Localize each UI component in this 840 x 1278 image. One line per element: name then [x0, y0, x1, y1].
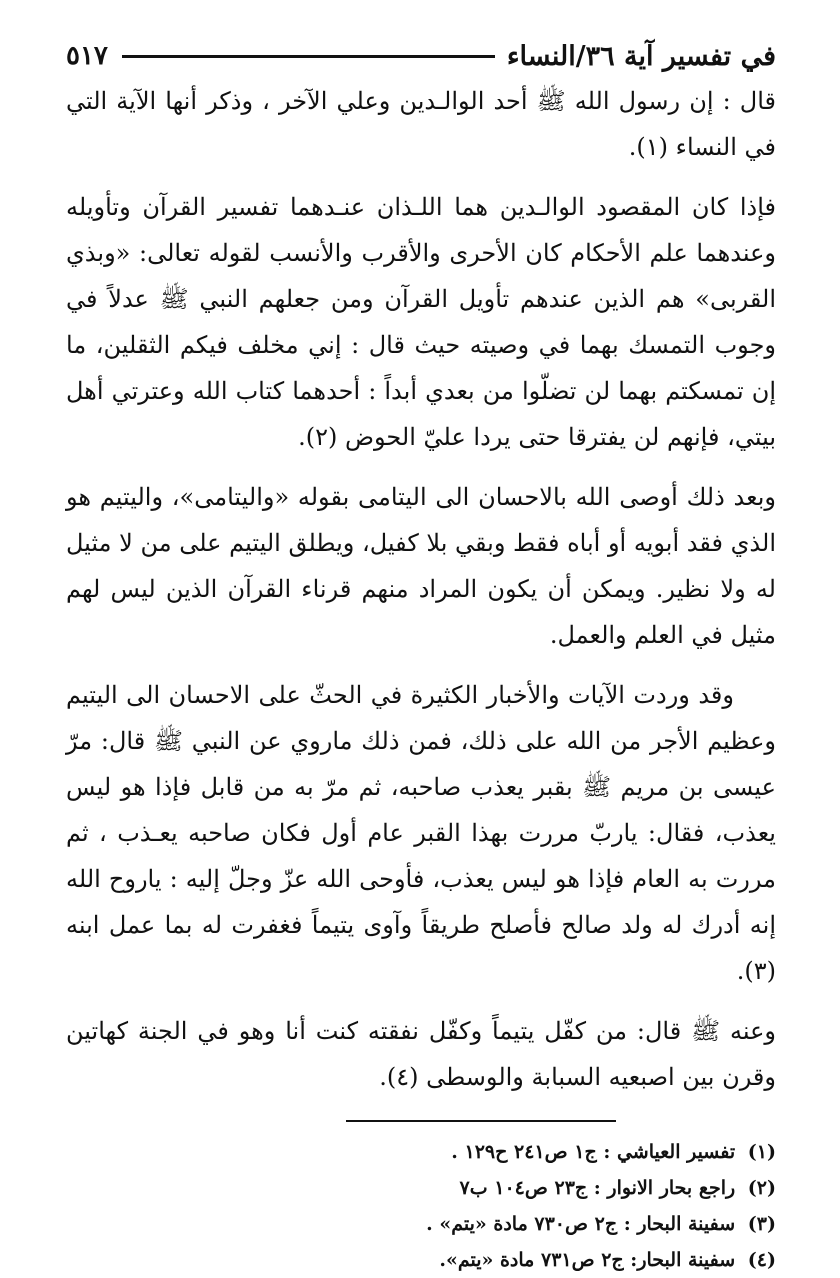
footnote-text: سفينة البحار : ج٢ ص٧٣٠ مادة «يتم» .	[426, 1213, 736, 1235]
page-header	[66, 34, 776, 78]
footnotes-list	[66, 1134, 776, 1278]
paragraph: وقد وردت الآيات والأخبار الكثيرة في الحثّ على الاحسان الى اليتيم وعظيم الأجر من الله على ذلك، فمن ذلك ماروي عن النبي ﷺ قال: مرّ عيسى بن مريم ﷺ بقبر يعذب صاحبه، ثم مرّ به من قابل فإذا هو ليس يعذب، فقال: ياربّ مررت بهذا القبر عام أول فكان صاحبه يعـذب ، ثم مررت به العام فإذا هو ليس يعذب، فأوحى الله عزّ وجلّ إليه : ياروح الله إنه أدرك له ولد صالح فأصلح طريقاً وآوى يتيماً فغفرت له بما عمل ابنه (٣).	[66, 681, 777, 985]
footnote-number: (١)	[747, 1141, 776, 1163]
book-page	[0, 34, 840, 1271]
footnote-number: (٣)	[747, 1213, 776, 1235]
footnote-text: راجع بحار الانوار : ج٢٣ ص١٠٤ ب٧	[459, 1177, 736, 1199]
paragraph: قال : إن رسول الله ﷺ أحد الوالـدين وعلي الآخر ، وذكر أنها الآية التي في النساء (١).	[66, 87, 776, 161]
paragraph: وبعد ذلك أوصى الله بالاحسان الى اليتامى بقوله «واليتامى»، واليتيم هو الذي فقد أبويه أو أباه فقط وبقي بلا كفيل، ويطلق اليتيم على من لا مثيل له ولا نظير. ويمكن أن يكون المراد منهم قرناء القرآن الذين ليس لهم مثيل في العلم والعمل.	[66, 483, 776, 649]
paragraph: وعنه ﷺ قال: من كفّل يتيماً وكفّل نفقته كنت أنا وهو في الجنة كهاتين وقرن بين اصبعيه السبابة والوسطى (٤).	[66, 1017, 776, 1091]
running-title: في تفسير آية ٣٦/النساء	[506, 40, 776, 72]
footnote-item	[236, 1134, 776, 1170]
footnote-item	[236, 1206, 776, 1242]
footnote-item	[236, 1170, 776, 1206]
footnote-text: سفينة البحار: ج٢ ص٧٣١ مادة «يتم».	[439, 1249, 736, 1271]
footnote-number: (٤)	[747, 1249, 776, 1271]
footnote-item	[236, 1242, 776, 1278]
footnote-text: تفسير العياشي : ج١ ص٢٤١ ح١٢٩ .	[451, 1141, 736, 1163]
header-rule	[122, 55, 495, 58]
page-body	[66, 78, 776, 1100]
footnote-separator	[346, 1120, 616, 1122]
paragraph: فإذا كان المقصود الوالـدين هما اللـذان عنـدهما تفسير القرآن وتأويله وعندهما علم الأحكام كان الأحرى والأقرب والأنسب لقوله تعالى: «وبذي القربى» هم الذين عندهم تأويل القرآن ومن جعلهم النبي ﷺ عدلاً في وجوب التمسك بهما في وصيته حيث قال : إني مخلف فيكم الثقلين، ما إن تمسكتم بهما لن تضلّوا من بعدي أبداً : أحدهما كتاب الله وعترتي أهل بيتي، فإنهم لن يفترقا حتى يردا عليّ الحوض (٢).	[66, 193, 776, 451]
footnote-number: (٢)	[747, 1177, 776, 1199]
page-number: ٥١٧	[66, 41, 108, 71]
